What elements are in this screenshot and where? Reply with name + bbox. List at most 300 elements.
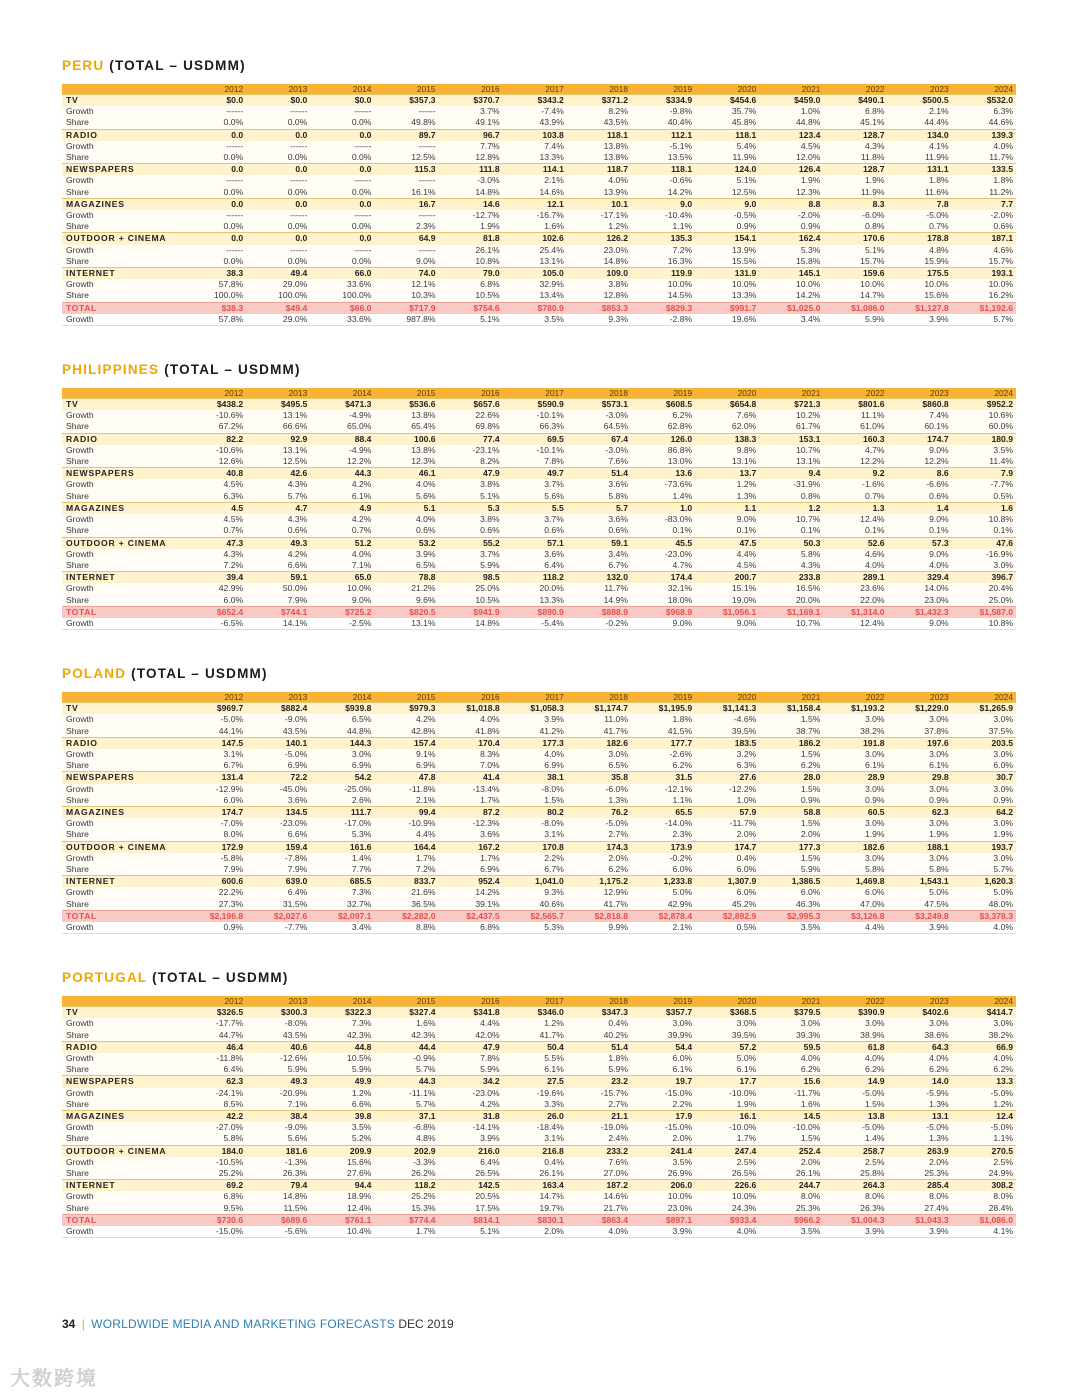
value-cell: $1,086.0 <box>823 302 887 314</box>
value-cell: 6.0% <box>631 864 695 876</box>
total-row <box>62 910 1016 922</box>
category-row <box>62 129 1016 141</box>
value-cell: 6.9% <box>310 760 374 772</box>
value-cell: 115.3 <box>374 164 438 176</box>
row-label: Share <box>62 1133 182 1145</box>
year-header: 2012 <box>182 388 246 399</box>
value-cell: 6.5% <box>567 760 631 772</box>
value-cell: 0.0 <box>182 233 246 245</box>
value-cell: -5.8% <box>182 853 246 864</box>
publication-title: WORLDWIDE MEDIA AND MARKETING FORECASTS <box>91 1317 395 1331</box>
value-cell: 0.9% <box>695 221 759 233</box>
value-cell: 10.5% <box>310 1053 374 1064</box>
value-cell: 12.8% <box>567 290 631 302</box>
value-cell: $991.7 <box>695 302 759 314</box>
value-cell: 10.0% <box>888 279 952 290</box>
value-cell: 3.0% <box>823 818 887 829</box>
value-cell: 1.5% <box>823 1099 887 1111</box>
section-subtitle: (TOTAL – USDMM) <box>164 362 301 378</box>
value-cell: 206.0 <box>631 1180 695 1192</box>
value-cell: 14.8% <box>439 187 503 199</box>
metric-row <box>62 256 1016 268</box>
value-cell: $2,027.6 <box>246 910 310 922</box>
value-cell: 26.1% <box>439 245 503 256</box>
value-cell: 12.2% <box>310 456 374 468</box>
value-cell: -20.9% <box>246 1088 310 1099</box>
value-cell: -0.5% <box>695 210 759 221</box>
value-cell: 13.4% <box>503 290 567 302</box>
country-section-poland <box>62 666 1017 934</box>
value-cell: 1.6 <box>952 502 1016 514</box>
value-cell: 142.5 <box>439 1180 503 1192</box>
year-header-row <box>62 388 1016 399</box>
row-label: Share <box>62 491 182 503</box>
value-cell: 41.7% <box>503 1030 567 1042</box>
value-cell: 7.8 <box>888 198 952 210</box>
value-cell: -15.0% <box>631 1088 695 1099</box>
value-cell: 5.1% <box>439 1226 503 1238</box>
section-title <box>62 666 1017 683</box>
category-row <box>62 233 1016 245</box>
value-cell: 6.4% <box>182 1064 246 1076</box>
category-row <box>62 468 1016 480</box>
value-cell: ------ <box>310 245 374 256</box>
value-cell: 1.2% <box>695 479 759 490</box>
value-cell: 6.1% <box>695 1064 759 1076</box>
value-cell: 1.9% <box>823 175 887 186</box>
value-cell: 2.2% <box>503 853 567 864</box>
value-cell: $721.3 <box>759 399 823 411</box>
value-cell: 87.2 <box>439 806 503 818</box>
value-cell: 2.3% <box>374 221 438 233</box>
value-cell: 132.0 <box>567 572 631 584</box>
value-cell: 25.8% <box>823 1168 887 1180</box>
metric-row <box>62 795 1016 807</box>
value-cell: 182.6 <box>823 841 887 853</box>
metric-row <box>62 479 1016 490</box>
category-row <box>62 841 1016 853</box>
value-cell: 5.1% <box>439 314 503 326</box>
value-cell: 11.8% <box>823 152 887 164</box>
value-cell: 2.1% <box>374 795 438 807</box>
value-cell: 4.4% <box>374 829 438 841</box>
value-cell: 135.3 <box>631 233 695 245</box>
year-header: 2023 <box>888 84 952 95</box>
value-cell: 2.1% <box>631 922 695 934</box>
category-row <box>62 703 1016 715</box>
value-cell: 126.0 <box>631 433 695 445</box>
value-cell: -6.0% <box>567 784 631 795</box>
value-cell: 289.1 <box>823 572 887 584</box>
row-label: OUTDOOR + CINEMA <box>62 537 182 549</box>
value-cell: 4.7% <box>631 560 695 572</box>
value-cell: $590.9 <box>503 399 567 411</box>
value-cell: 124.0 <box>695 164 759 176</box>
value-cell: 27.0% <box>567 1168 631 1180</box>
publication-date: DEC 2019 <box>398 1317 454 1331</box>
value-cell: 15.5% <box>695 256 759 268</box>
value-cell: $1,193.2 <box>823 703 887 715</box>
value-cell: 3.4% <box>567 549 631 560</box>
value-cell: 1.0% <box>695 795 759 807</box>
category-row <box>62 572 1016 584</box>
year-header: 2024 <box>952 84 1016 95</box>
value-cell: -9.0% <box>246 714 310 725</box>
value-cell: 15.7% <box>823 256 887 268</box>
page-number: 34 <box>62 1317 76 1331</box>
value-cell: -2.8% <box>631 314 695 326</box>
metric-row <box>62 187 1016 199</box>
value-cell: 5.0% <box>952 887 1016 898</box>
value-cell: 47.3 <box>182 537 246 549</box>
value-cell: 3.0% <box>888 853 952 864</box>
value-cell: 11.7% <box>952 152 1016 164</box>
row-label: Growth <box>62 175 182 186</box>
value-cell: -4.9% <box>310 410 374 421</box>
value-cell: 5.7% <box>374 1064 438 1076</box>
section-subtitle: (TOTAL – USDMM) <box>131 666 268 682</box>
value-cell: $1,195.9 <box>631 703 695 715</box>
value-cell: 26.3% <box>823 1203 887 1215</box>
value-cell: -17.1% <box>567 210 631 221</box>
value-cell: 66.3% <box>503 421 567 433</box>
value-cell: 9.0 <box>631 198 695 210</box>
year-header: 2016 <box>439 388 503 399</box>
value-cell: 54.2 <box>310 772 374 784</box>
value-cell: 9.3% <box>503 887 567 898</box>
value-cell: 42.9% <box>182 583 246 594</box>
value-cell: 26.2% <box>374 1168 438 1180</box>
value-cell: 4.4% <box>439 1018 503 1029</box>
value-cell: 4.6% <box>823 549 887 560</box>
value-cell: 13.7 <box>695 468 759 480</box>
value-cell: 4.0% <box>823 560 887 572</box>
value-cell: -19.0% <box>567 1122 631 1133</box>
value-cell: 4.5% <box>182 479 246 490</box>
value-cell: 64.5% <box>567 421 631 433</box>
value-cell: 6.2% <box>631 410 695 421</box>
value-cell: -23.0% <box>631 549 695 560</box>
value-cell: 9.0 <box>695 198 759 210</box>
value-cell: 3.0% <box>888 714 952 725</box>
row-label: Share <box>62 117 182 129</box>
value-cell: 25.2% <box>374 1191 438 1202</box>
year-header: 2018 <box>567 996 631 1007</box>
value-cell: 13.1% <box>503 256 567 268</box>
value-cell: $327.4 <box>374 1007 438 1019</box>
row-label: NEWSPAPERS <box>62 164 182 176</box>
value-cell: 4.0% <box>695 1226 759 1238</box>
value-cell: 8.2% <box>567 106 631 117</box>
value-cell: 28.9 <box>823 772 887 784</box>
value-cell: 4.0% <box>823 1053 887 1064</box>
value-cell: -12.6% <box>246 1053 310 1064</box>
metric-row <box>62 864 1016 876</box>
metric-row <box>62 549 1016 560</box>
value-cell: 37.1 <box>374 1111 438 1123</box>
value-cell: $66.0 <box>310 302 374 314</box>
metric-row <box>62 1191 1016 1202</box>
value-cell: -18.4% <box>503 1122 567 1133</box>
value-cell: 72.2 <box>246 772 310 784</box>
value-cell: ------ <box>246 175 310 186</box>
value-cell: 43.5% <box>246 726 310 738</box>
value-cell: 3.0% <box>888 818 952 829</box>
value-cell: $1,314.0 <box>823 606 887 618</box>
year-header: 2019 <box>631 388 695 399</box>
value-cell: 3.0% <box>952 818 1016 829</box>
value-cell: 64.3 <box>888 1041 952 1053</box>
section-title <box>62 970 1017 987</box>
year-header: 2013 <box>246 388 310 399</box>
value-cell: 1.9% <box>695 1099 759 1111</box>
value-cell: -2.6% <box>631 749 695 760</box>
value-cell: $969.7 <box>182 703 246 715</box>
value-cell: 1.6% <box>374 1018 438 1029</box>
value-cell: 12.4% <box>310 1203 374 1215</box>
category-row <box>62 1041 1016 1053</box>
row-label: Growth <box>62 141 182 152</box>
value-cell: 1.2% <box>503 1018 567 1029</box>
value-cell: 14.5 <box>759 1111 823 1123</box>
metric-row <box>62 456 1016 468</box>
value-cell: 9.6% <box>374 595 438 607</box>
value-cell: -45.0% <box>246 784 310 795</box>
value-cell: 4.7 <box>246 502 310 514</box>
value-cell: $390.9 <box>823 1007 887 1019</box>
value-cell: 43.5% <box>246 1030 310 1042</box>
value-cell: 9.3% <box>567 314 631 326</box>
value-cell: 1.5% <box>759 749 823 760</box>
value-cell: 9.2 <box>823 468 887 480</box>
year-header: 2013 <box>246 692 310 703</box>
value-cell: 7.7 <box>952 198 1016 210</box>
value-cell: -7.4% <box>503 106 567 117</box>
value-cell: 37.5% <box>952 726 1016 738</box>
value-cell: 0.4% <box>567 1018 631 1029</box>
year-header: 2021 <box>759 84 823 95</box>
year-header: 2020 <box>695 388 759 399</box>
value-cell: 19.6% <box>695 314 759 326</box>
value-cell: 6.8% <box>439 279 503 290</box>
value-cell: 140.1 <box>246 737 310 749</box>
value-cell: 18.0% <box>631 595 695 607</box>
value-cell: 174.7 <box>182 806 246 818</box>
value-cell: -5.9% <box>888 1088 952 1099</box>
metric-row <box>62 117 1016 129</box>
value-cell: ------ <box>310 175 374 186</box>
value-cell: 0.6% <box>952 221 1016 233</box>
value-cell: 47.0% <box>823 899 887 911</box>
value-cell: 6.5% <box>310 714 374 725</box>
year-header: 2024 <box>952 692 1016 703</box>
value-cell: 54.4 <box>631 1041 695 1053</box>
row-label: Growth <box>62 210 182 221</box>
value-cell: 128.7 <box>823 164 887 176</box>
metric-row <box>62 245 1016 256</box>
value-cell: 5.6% <box>374 491 438 503</box>
metric-row <box>62 899 1016 911</box>
metric-row <box>62 290 1016 302</box>
value-cell: 47.9 <box>439 468 503 480</box>
value-cell: 0.0 <box>246 233 310 245</box>
value-cell: 3.0% <box>631 1018 695 1029</box>
value-cell: $357.3 <box>374 95 438 107</box>
value-cell: 44.3 <box>374 1076 438 1088</box>
value-cell: 33.6% <box>310 314 374 326</box>
value-cell: -7.0% <box>182 818 246 829</box>
value-cell: -6.0% <box>823 210 887 221</box>
value-cell: 47.5% <box>888 899 952 911</box>
value-cell: 20.5% <box>439 1191 503 1202</box>
year-header: 2012 <box>182 996 246 1007</box>
value-cell: 12.2% <box>823 456 887 468</box>
value-cell: $1,265.9 <box>952 703 1016 715</box>
value-cell: 40.6 <box>246 1041 310 1053</box>
value-cell: 10.7% <box>759 618 823 630</box>
value-cell: 1.3% <box>695 491 759 503</box>
value-cell: 2.5% <box>823 1157 887 1168</box>
value-cell: 20.0% <box>503 583 567 594</box>
value-cell: $2,995.3 <box>759 910 823 922</box>
value-cell: 44.8 <box>310 1041 374 1053</box>
value-cell: 23.6% <box>823 583 887 594</box>
value-cell: 1.4% <box>823 1133 887 1145</box>
row-label: Share <box>62 560 182 572</box>
value-cell: 12.3% <box>759 187 823 199</box>
value-cell: 57.2 <box>695 1041 759 1053</box>
value-cell: 13.1% <box>695 456 759 468</box>
value-cell: 44.8% <box>310 726 374 738</box>
value-cell: 15.1% <box>695 583 759 594</box>
value-cell: 59.1 <box>246 572 310 584</box>
value-cell: 65.4% <box>374 421 438 433</box>
value-cell: 13.8% <box>567 152 631 164</box>
value-cell: 7.1% <box>246 1099 310 1111</box>
value-cell: 119.9 <box>631 268 695 280</box>
value-cell: 0.0% <box>182 152 246 164</box>
value-cell: 12.5% <box>374 152 438 164</box>
value-cell: 96.7 <box>439 129 503 141</box>
value-cell: 3.1% <box>503 1133 567 1145</box>
value-cell: ------ <box>310 106 374 117</box>
value-cell: $500.5 <box>888 95 952 107</box>
value-cell: ------ <box>182 106 246 117</box>
value-cell: 3.7% <box>503 514 567 525</box>
value-cell: 4.2% <box>310 479 374 490</box>
value-cell: 4.0% <box>759 1053 823 1064</box>
value-cell: 200.7 <box>695 572 759 584</box>
row-label: Growth <box>62 410 182 421</box>
value-cell: ------ <box>182 245 246 256</box>
value-cell: 7.3% <box>310 887 374 898</box>
value-cell: 17.7 <box>695 1076 759 1088</box>
value-cell: 0.1% <box>888 525 952 537</box>
value-cell: 8.0% <box>952 1191 1016 1202</box>
value-cell: $346.0 <box>503 1007 567 1019</box>
section-title <box>62 58 1017 75</box>
row-label: Share <box>62 1099 182 1111</box>
row-label: Share <box>62 456 182 468</box>
row-label: Share <box>62 221 182 233</box>
value-cell: 60.5 <box>823 806 887 818</box>
value-cell: -23.0% <box>246 818 310 829</box>
row-label: Growth <box>62 922 182 934</box>
value-cell: $689.6 <box>246 1214 310 1226</box>
value-cell: 49.7 <box>503 468 567 480</box>
value-cell: 264.3 <box>823 1180 887 1192</box>
value-cell: 7.9 <box>952 468 1016 480</box>
value-cell: 62.3 <box>888 806 952 818</box>
value-cell: 6.2% <box>952 1064 1016 1076</box>
value-cell: 9.9% <box>567 922 631 934</box>
value-cell: 27.6 <box>695 772 759 784</box>
value-cell: 46.4 <box>182 1041 246 1053</box>
value-cell: 6.1% <box>503 1064 567 1076</box>
value-cell: 21.6% <box>374 887 438 898</box>
value-cell: 10.0% <box>695 279 759 290</box>
value-cell: 170.6 <box>823 233 887 245</box>
value-cell: $966.2 <box>759 1214 823 1226</box>
value-cell: 14.8% <box>439 618 503 630</box>
value-cell: 14.6% <box>567 1191 631 1202</box>
value-cell: 6.7% <box>182 760 246 772</box>
value-cell: 4.6% <box>952 245 1016 256</box>
value-cell: 92.9 <box>246 433 310 445</box>
value-cell: 14.8% <box>246 1191 310 1202</box>
row-label: Growth <box>62 1191 182 1202</box>
value-cell: 188.1 <box>888 841 952 853</box>
value-cell: 12.3% <box>374 456 438 468</box>
value-cell: 11.1% <box>823 410 887 421</box>
row-label: Share <box>62 290 182 302</box>
value-cell: 39.5% <box>695 1030 759 1042</box>
value-cell: 164.4 <box>374 841 438 853</box>
value-cell: 7.7% <box>310 864 374 876</box>
value-cell: 1,041.0 <box>503 876 567 888</box>
year-header: 2023 <box>888 692 952 703</box>
value-cell: 25.3% <box>759 1203 823 1215</box>
value-cell: 0.0% <box>310 256 374 268</box>
value-cell: 0.6% <box>503 525 567 537</box>
value-cell: 3.5% <box>952 445 1016 456</box>
value-cell: 3.0% <box>310 749 374 760</box>
value-cell: 42.8% <box>374 726 438 738</box>
value-cell: 285.4 <box>888 1180 952 1192</box>
value-cell: 32.9% <box>503 279 567 290</box>
value-cell: 216.0 <box>439 1145 503 1157</box>
year-header: 2013 <box>246 84 310 95</box>
value-cell: 1.7% <box>695 1133 759 1145</box>
value-cell: 3.9% <box>888 922 952 934</box>
value-cell: 112.1 <box>631 129 695 141</box>
value-cell: 126.2 <box>567 233 631 245</box>
category-row <box>62 268 1016 280</box>
value-cell: 5.0% <box>695 1053 759 1064</box>
value-cell: 9.4 <box>759 468 823 480</box>
value-cell: 833.7 <box>374 876 438 888</box>
value-cell: 6.8% <box>823 106 887 117</box>
value-cell: 6.0% <box>695 887 759 898</box>
value-cell: 0.0 <box>310 164 374 176</box>
value-cell: 177.7 <box>631 737 695 749</box>
value-cell: -6.6% <box>888 479 952 490</box>
value-cell: 0.0% <box>246 221 310 233</box>
value-cell: 47.8 <box>374 772 438 784</box>
value-cell: 14.9 <box>823 1076 887 1088</box>
row-label: TV <box>62 399 182 411</box>
row-label: Share <box>62 152 182 164</box>
